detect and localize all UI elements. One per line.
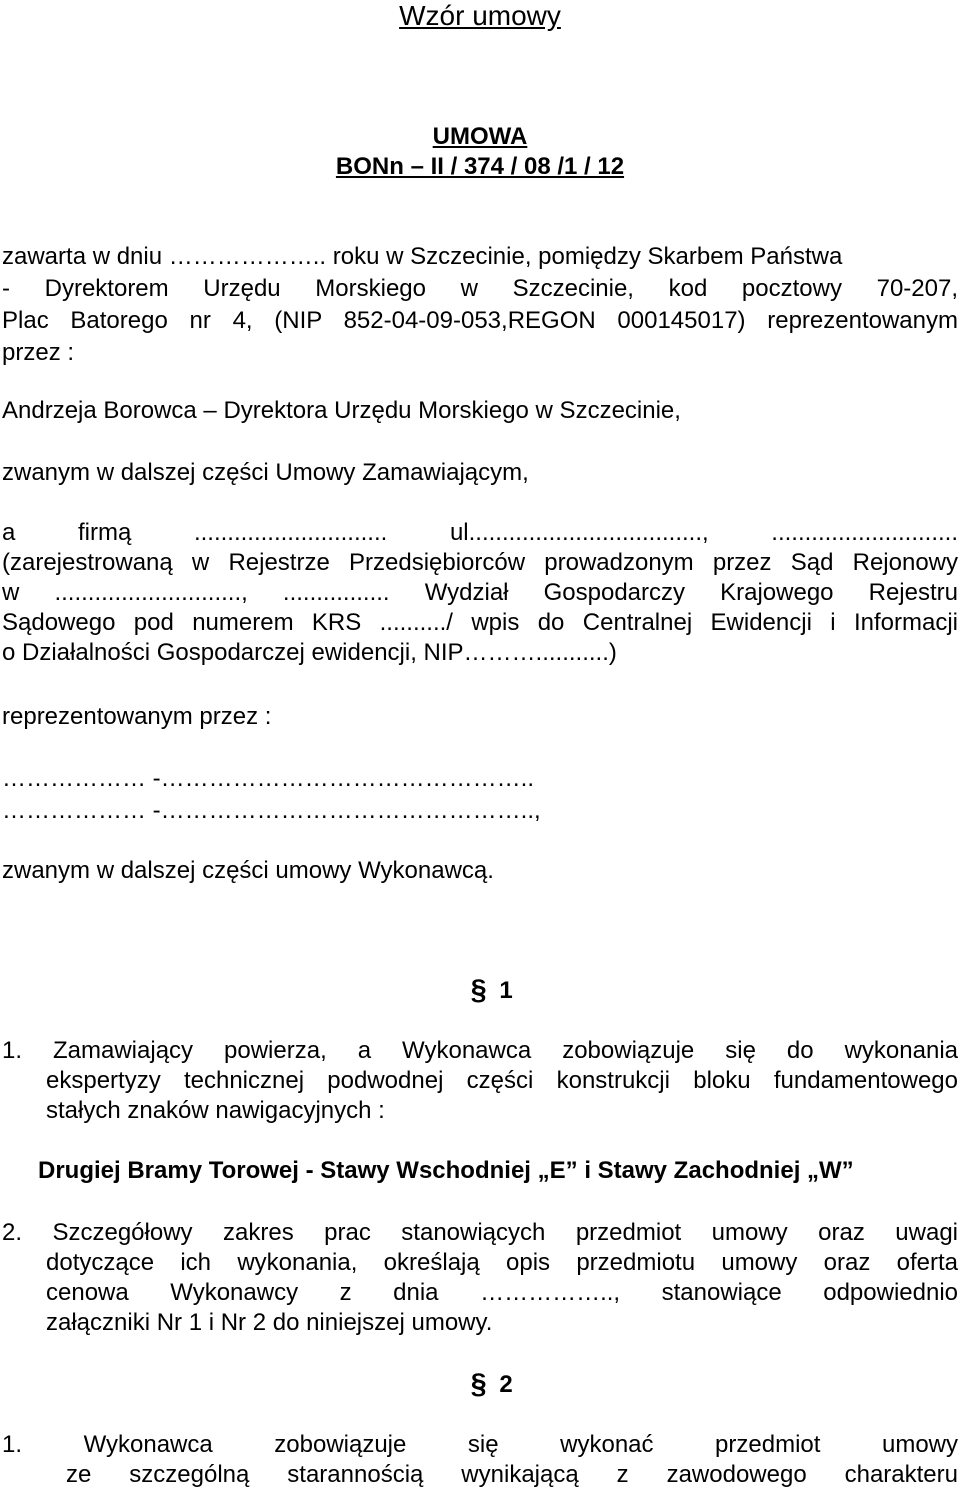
contractor-line-5: o Działalności Gospodarczej ewidencji, NIP………...........) <box>2 639 617 666</box>
s1-p1-line-3: stałych znaków nawigacyjnych : <box>46 1097 385 1124</box>
s1-p1-line-2: ekspertyzy technicznej podwodnej części konstrukcji bloku fundamentowego <box>46 1067 958 1094</box>
contract-number: BONn – II / 374 / 08 /1 / 12 <box>335 153 625 180</box>
intro-line-4: przez : <box>2 339 75 366</box>
contractor-line-1: a firmą ............................. ul..................................., ............................ <box>2 519 958 546</box>
representative-line: Andrzeja Borowca – Dyrektora Urzędu Morskiego w Szczecinie, <box>2 397 681 424</box>
s1-p2-line-3: cenowa Wykonawcy z dnia …………….., stanowiące odpowiednio <box>46 1279 958 1306</box>
contractor-line-2: (zarejestrowaną w Rejestrze Przedsiębiorców prowadzonym przez Sąd Rejonowy <box>2 549 958 576</box>
contractor-clause: zwanym w dalszej części umowy Wykonawcą. <box>2 857 494 884</box>
s1-p1-line-1: 1. Zamawiający powierza, a Wykonawca zobowiązuje się do wykonania <box>2 1037 958 1064</box>
section-1-number: 1 <box>499 977 513 1004</box>
contractor-line-3: w ............................, ................ Wydział Gospodarczy Krajowego Rejestru <box>2 579 958 606</box>
page-title: Wzór umowy <box>399 0 561 31</box>
section-2-heading <box>472 1370 513 1400</box>
contractor-rep-label: reprezentowanym przez : <box>2 703 272 730</box>
s2-p1-line-2: ze szczególną starannością wynikającą z zawodowego charakteru <box>66 1461 958 1488</box>
s2-p1-line-1: 1. Wykonawca zobowiązuje się wykonać przedmiot umowy <box>2 1431 958 1458</box>
s1-p2-line-1: 2. Szczegółowy zakres prac stanowiących przedmiot umowy oraz uwagi <box>2 1219 958 1246</box>
section-symbol-icon: § <box>470 1368 487 1401</box>
contract-heading: UMOWA <box>432 123 528 150</box>
section-1-heading <box>472 976 513 1006</box>
intro-line-3: Plac Batorego nr 4, (NIP 852-04-09-053,REGON 000145017) reprezentowanym <box>2 307 958 334</box>
client-clause: zwanym w dalszej części Umowy Zamawiającym, <box>2 459 529 486</box>
intro-line-2: - Dyrektorem Urzędu Morskiego w Szczecinie, kod pocztowy 70-207, <box>2 275 958 302</box>
contractor-line-4: Sądowego pod numerem KRS ........../ wpis do Centralnej Ewidencji i Informacji <box>2 609 958 636</box>
intro-line-1: zawarta w dniu ……………….. roku w Szczecinie, pomiędzy Skarbem Państwa <box>2 243 843 270</box>
s1-p2-line-4: załączniki Nr 1 i Nr 2 do niniejszej umowy. <box>46 1309 493 1336</box>
s1-object: Drugiej Bramy Torowej - Stawy Wschodniej „E” i Stawy Zachodniej „W” <box>38 1157 854 1184</box>
section-symbol-icon: § <box>470 974 487 1007</box>
section-2-number: 2 <box>499 1371 513 1398</box>
rep-blank-1: ……………… -……………………………………….. <box>2 765 534 792</box>
rep-blank-2: ……………… -……………………………………….., <box>2 797 541 824</box>
s1-p2-line-2: dotyczące ich wykonania, określają opis przedmiotu umowy oraz oferta <box>46 1249 958 1276</box>
